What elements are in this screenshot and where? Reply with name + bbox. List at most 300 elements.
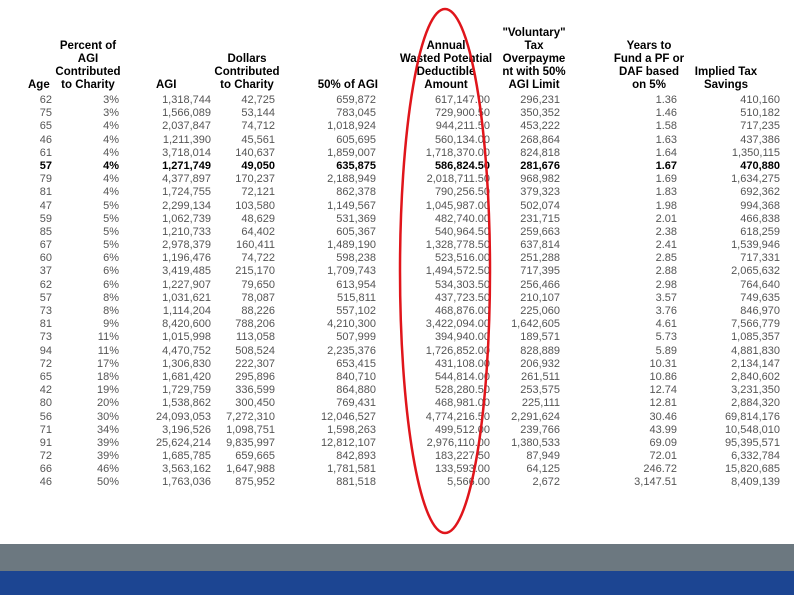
table-row — [0, 345, 794, 358]
table-row — [0, 318, 794, 331]
cell-years: 3,147.51 — [634, 476, 677, 489]
cell-voluntary-overpayment: 350,352 — [520, 107, 560, 120]
cell-annual-amount: 468,981.00 — [434, 397, 490, 410]
cell-years: 1.69 — [655, 173, 677, 186]
cell-agi: 24,093,053 — [155, 410, 211, 423]
table-body — [0, 94, 794, 490]
table-row — [0, 384, 794, 397]
footer-band-blue — [0, 571, 794, 595]
cell-voluntary-overpayment: 717,395 — [520, 265, 560, 278]
header-line: Fund a PF or — [613, 53, 685, 65]
cell-voluntary-overpayment: 231,715 — [520, 212, 560, 225]
cell-age: 61 — [39, 146, 52, 159]
header-line: AGI — [77, 53, 99, 65]
cell-fifty-percent: 507,999 — [336, 331, 376, 344]
cell-dollars: 48,629 — [241, 212, 275, 225]
cell-implied-savings: 1,085,357 — [731, 331, 780, 344]
cell-dollars: 875,952 — [235, 476, 275, 489]
cell-implied-savings: 410,160 — [740, 94, 780, 106]
cell-years: 10.86 — [649, 370, 677, 383]
cell-percent: 11% — [97, 344, 119, 357]
header-annual — [396, 18, 496, 92]
cell-dollars: 72,121 — [241, 186, 275, 199]
cell-percent: 11% — [97, 331, 119, 344]
cell-implied-savings: 846,970 — [740, 305, 780, 317]
cell-voluntary-overpayment: 2,672 — [532, 476, 560, 489]
header-percent — [48, 18, 128, 92]
cell-dollars: 215,170 — [235, 265, 275, 278]
cell-implied-savings: 8,409,139 — [731, 476, 780, 489]
table-row — [0, 292, 794, 305]
cell-implied-savings: 1,634,275 — [731, 173, 780, 186]
table-row — [0, 94, 794, 107]
cell-agi: 1,062,739 — [162, 212, 211, 225]
header-line: Implied Tax — [694, 66, 758, 78]
cell-implied-savings: 2,065,632 — [731, 265, 780, 278]
header-dollars — [204, 18, 290, 92]
cell-fifty-percent: 12,812,107 — [320, 436, 376, 449]
header-line: Wasted Potential — [399, 53, 493, 65]
cell-percent: 5% — [103, 239, 119, 252]
cell-years: 69.09 — [649, 436, 677, 449]
cell-age: 67 — [39, 239, 52, 252]
cell-age: 79 — [39, 173, 52, 186]
cell-agi: 3,718,014 — [162, 146, 211, 159]
header-line: Tax — [524, 40, 544, 52]
header-line: nt with 50% — [502, 66, 566, 78]
cell-percent: 39% — [96, 436, 119, 449]
header-line: Percent of — [59, 40, 117, 52]
table-row — [0, 200, 794, 213]
cell-age: 47 — [39, 199, 52, 212]
cell-percent: 5% — [103, 225, 119, 238]
cell-annual-amount: 133,593.00 — [434, 463, 490, 476]
cell-implied-savings: 510,182 — [740, 107, 780, 120]
cell-annual-amount: 944,211.50 — [435, 120, 490, 133]
cell-annual-amount: 3,422,094.00 — [425, 318, 490, 331]
cell-annual-amount: 4,774,216.50 — [425, 410, 490, 423]
cell-voluntary-overpayment: 206,932 — [520, 357, 560, 370]
cell-dollars: 1,647,988 — [226, 463, 275, 476]
cell-years: 3.57 — [655, 291, 677, 304]
cell-voluntary-overpayment: 239,766 — [520, 423, 560, 436]
cell-implied-savings: 437,386 — [740, 133, 780, 146]
cell-agi: 4,470,752 — [162, 344, 211, 357]
cell-fifty-percent: 613,954 — [336, 278, 376, 291]
cell-agi: 1,211,390 — [162, 133, 211, 146]
table-row — [0, 147, 794, 160]
cell-agi: 1,318,744 — [162, 94, 211, 106]
cell-implied-savings: 2,134,147 — [731, 357, 780, 370]
cell-fifty-percent: 4,210,300 — [327, 318, 376, 331]
cell-percent: 50% — [96, 476, 119, 489]
cell-annual-amount: 1,328,778.50 — [425, 239, 490, 252]
cell-percent: 17% — [96, 357, 119, 370]
header-line: Contributed — [55, 66, 121, 78]
cell-years: 1.63 — [655, 133, 677, 146]
cell-implied-savings: 3,231,350 — [731, 384, 780, 397]
cell-dollars: 659,665 — [235, 450, 275, 463]
cell-voluntary-overpayment: 253,575 — [520, 384, 560, 397]
header-line: Deductible — [416, 66, 476, 78]
table-row — [0, 476, 794, 489]
cell-percent: 8% — [103, 291, 119, 304]
cell-years: 1.46 — [655, 107, 677, 120]
cell-dollars: 113,058 — [236, 331, 275, 344]
header-line: Overpayme — [502, 53, 566, 65]
cell-age: 42 — [39, 384, 52, 397]
cell-dollars: 103,580 — [235, 199, 275, 212]
cell-annual-amount: 540,964.50 — [434, 225, 490, 238]
cell-years: 30.46 — [649, 410, 677, 423]
cell-voluntary-overpayment: 824,818 — [520, 146, 560, 159]
table-row — [0, 424, 794, 437]
cell-dollars: 222,307 — [235, 357, 275, 370]
cell-fifty-percent: 1,781,581 — [327, 463, 376, 476]
cell-dollars: 170,237 — [235, 173, 275, 186]
header-implied — [684, 18, 768, 92]
cell-fifty-percent: 659,872 — [336, 94, 376, 106]
cell-fifty-percent: 605,367 — [336, 225, 376, 238]
cell-agi: 1,566,089 — [162, 107, 211, 120]
cell-age: 62 — [39, 94, 52, 106]
cell-annual-amount: 617,147.00 — [434, 94, 490, 106]
cell-annual-amount: 1,726,852.00 — [425, 344, 490, 357]
cell-agi: 1,685,785 — [162, 450, 211, 463]
cell-voluntary-overpayment: 502,074 — [520, 199, 560, 212]
cell-implied-savings: 764,640 — [740, 278, 780, 291]
cell-annual-amount: 183,227.50 — [434, 450, 490, 463]
cell-percent: 4% — [103, 159, 119, 172]
cell-fifty-percent: 598,238 — [336, 252, 376, 265]
header-line: "Voluntary" — [502, 27, 566, 39]
cell-percent: 19% — [96, 384, 119, 397]
cell-fifty-percent: 12,046,527 — [320, 410, 376, 423]
cell-age: 85 — [39, 225, 52, 238]
cell-implied-savings: 4,881,830 — [731, 344, 780, 357]
cell-age: 80 — [39, 397, 52, 410]
cell-years: 1.58 — [655, 120, 677, 133]
cell-age: 56 — [39, 410, 52, 423]
cell-voluntary-overpayment: 1,380,533 — [511, 436, 560, 449]
cell-fifty-percent: 862,378 — [336, 186, 376, 199]
table-row — [0, 134, 794, 147]
cell-agi: 1,681,420 — [162, 370, 211, 383]
cell-voluntary-overpayment: 251,288 — [520, 252, 560, 265]
cell-voluntary-overpayment: 637,814 — [520, 239, 560, 252]
cell-dollars: 74,722 — [241, 252, 275, 265]
cell-dollars: 64,402 — [241, 225, 275, 238]
cell-agi: 3,563,162 — [162, 463, 211, 476]
cell-voluntary-overpayment: 225,060 — [520, 305, 560, 317]
table-row — [0, 226, 794, 239]
cell-fifty-percent: 2,188,949 — [327, 173, 376, 186]
cell-percent: 3% — [103, 107, 119, 120]
cell-voluntary-overpayment: 828,889 — [520, 344, 560, 357]
cell-agi: 1,306,830 — [162, 357, 211, 370]
cell-implied-savings: 15,820,685 — [724, 463, 780, 476]
header-line: Savings — [703, 79, 749, 91]
cell-annual-amount: 560,134.00 — [434, 133, 490, 146]
cell-age: 91 — [39, 436, 52, 449]
cell-agi: 25,624,214 — [155, 436, 211, 449]
cell-years: 72.01 — [649, 450, 677, 463]
cell-dollars: 53,144 — [241, 107, 275, 120]
cell-years: 2.38 — [655, 225, 677, 238]
cell-dollars: 7,272,310 — [226, 410, 275, 423]
cell-percent: 4% — [103, 173, 119, 186]
cell-age: 72 — [39, 357, 52, 370]
cell-voluntary-overpayment: 225,111 — [521, 397, 560, 410]
cell-years: 10.31 — [649, 357, 677, 370]
cell-percent: 8% — [103, 305, 119, 317]
cell-agi: 4,377,897 — [162, 173, 211, 186]
table-row — [0, 397, 794, 410]
cell-voluntary-overpayment: 281,676 — [520, 159, 560, 172]
cell-age: 94 — [39, 344, 52, 357]
cell-annual-amount: 5,566.00 — [447, 476, 490, 489]
cell-fifty-percent: 1,598,263 — [327, 423, 376, 436]
cell-agi: 1,271,749 — [162, 159, 211, 172]
cell-percent: 34% — [96, 423, 119, 436]
cell-voluntary-overpayment: 453,222 — [520, 120, 560, 133]
cell-dollars: 295,896 — [235, 370, 275, 383]
cell-agi: 1,031,621 — [162, 291, 211, 304]
cell-fifty-percent: 840,710 — [336, 370, 376, 383]
header-line: Age — [28, 79, 50, 91]
cell-age: 57 — [39, 159, 52, 172]
cell-implied-savings: 1,350,115 — [731, 146, 780, 159]
cell-percent: 4% — [103, 146, 119, 159]
cell-annual-amount: 2,976,110.00 — [426, 436, 490, 449]
cell-implied-savings: 7,566,779 — [731, 318, 780, 331]
cell-years: 2.41 — [655, 239, 677, 252]
cell-years: 1.64 — [655, 146, 677, 159]
cell-annual-amount: 499,512.00 — [434, 423, 490, 436]
cell-implied-savings: 6,332,784 — [731, 450, 780, 463]
cell-age: 46 — [39, 476, 52, 489]
cell-agi: 1,114,204 — [162, 305, 211, 317]
cell-annual-amount: 1,718,370.00 — [425, 146, 490, 159]
cell-fifty-percent: 1,149,567 — [327, 199, 376, 212]
cell-annual-amount: 482,740.00 — [434, 212, 490, 225]
table-row — [0, 450, 794, 463]
cell-age: 66 — [39, 463, 52, 476]
header-line: 50% of AGI — [317, 79, 378, 91]
cell-years: 12.74 — [649, 384, 677, 397]
cell-voluntary-overpayment: 379,323 — [520, 186, 560, 199]
cell-annual-amount: 2,018,711.50 — [426, 173, 490, 186]
cell-voluntary-overpayment: 259,663 — [520, 225, 560, 238]
cell-agi: 2,978,379 — [162, 239, 211, 252]
cell-annual-amount: 729,900.50 — [434, 107, 490, 120]
cell-percent: 9% — [103, 318, 119, 331]
table-row — [0, 265, 794, 278]
cell-implied-savings: 69,814,176 — [724, 410, 780, 423]
table-row — [0, 252, 794, 265]
cell-fifty-percent: 515,811 — [337, 291, 376, 304]
header-voluntary — [494, 18, 574, 92]
table-row — [0, 358, 794, 371]
cell-dollars: 74,712 — [241, 120, 275, 133]
cell-voluntary-overpayment: 268,864 — [520, 133, 560, 146]
cell-annual-amount: 1,494,572.50 — [425, 265, 490, 278]
cell-years: 1.36 — [655, 94, 677, 106]
cell-age: 65 — [39, 120, 52, 133]
cell-annual-amount: 1,045,987.00 — [425, 199, 490, 212]
table-row — [0, 371, 794, 384]
cell-annual-amount: 437,723.50 — [434, 291, 490, 304]
cell-age: 57 — [39, 291, 52, 304]
cell-fifty-percent: 531,369 — [336, 212, 376, 225]
table-row — [0, 305, 794, 318]
cell-implied-savings: 749,635 — [740, 291, 780, 304]
cell-percent: 4% — [103, 133, 119, 146]
cell-age: 37 — [39, 265, 52, 278]
cell-fifty-percent: 653,415 — [336, 357, 376, 370]
cell-dollars: 79,650 — [241, 278, 275, 291]
footer-band-grey — [0, 544, 794, 571]
cell-percent: 20% — [96, 397, 119, 410]
cell-implied-savings: 994,368 — [740, 199, 780, 212]
header-line: AGI — [156, 79, 177, 91]
cell-dollars: 49,050 — [241, 159, 275, 172]
table-row — [0, 437, 794, 450]
cell-percent: 6% — [103, 265, 119, 278]
cell-dollars: 9,835,997 — [226, 436, 275, 449]
cell-dollars: 336,599 — [235, 384, 275, 397]
cell-agi: 1,015,998 — [162, 331, 211, 344]
cell-percent: 5% — [103, 212, 119, 225]
cell-voluntary-overpayment: 296,231 — [520, 94, 560, 106]
cell-years: 1.98 — [655, 199, 677, 212]
header-line: to Charity — [220, 79, 274, 91]
cell-voluntary-overpayment: 2,291,624 — [511, 410, 560, 423]
cell-fifty-percent: 881,518 — [336, 476, 376, 489]
cell-age: 81 — [39, 318, 52, 331]
cell-fifty-percent: 557,102 — [336, 305, 376, 317]
cell-age: 73 — [39, 331, 52, 344]
cell-agi: 1,196,476 — [162, 252, 211, 265]
cell-dollars: 140,637 — [235, 146, 275, 159]
cell-age: 73 — [39, 305, 52, 317]
cell-annual-amount: 431,108.00 — [434, 357, 490, 370]
cell-agi: 1,210,733 — [162, 225, 211, 238]
table-row — [0, 173, 794, 186]
cell-dollars: 300,450 — [235, 397, 275, 410]
cell-dollars: 1,098,751 — [226, 423, 275, 436]
cell-implied-savings: 618,259 — [740, 225, 780, 238]
cell-percent: 30% — [96, 410, 119, 423]
cell-voluntary-overpayment: 64,125 — [526, 463, 560, 476]
table-row — [0, 120, 794, 133]
cell-agi: 8,420,600 — [162, 318, 211, 331]
cell-years: 2.01 — [655, 212, 677, 225]
cell-percent: 4% — [103, 186, 119, 199]
cell-implied-savings: 692,362 — [740, 186, 780, 199]
header-fifty — [300, 18, 378, 92]
cell-implied-savings: 2,884,320 — [731, 397, 780, 410]
cell-fifty-percent: 635,875 — [336, 159, 376, 172]
table-row — [0, 463, 794, 476]
cell-percent: 6% — [103, 252, 119, 265]
cell-years: 4.61 — [655, 318, 677, 331]
cell-percent: 39% — [96, 450, 119, 463]
cell-implied-savings: 2,840,602 — [731, 370, 780, 383]
cell-age: 46 — [39, 133, 52, 146]
cell-annual-amount: 523,516.00 — [434, 252, 490, 265]
table-row — [0, 160, 794, 173]
cell-age: 72 — [39, 450, 52, 463]
cell-years: 3.76 — [655, 305, 677, 317]
cell-fifty-percent: 1,489,190 — [327, 239, 376, 252]
table-row — [0, 331, 794, 344]
cell-annual-amount: 394,940.00 — [434, 331, 490, 344]
cell-annual-amount: 528,280.50 — [434, 384, 490, 397]
cell-age: 62 — [39, 278, 52, 291]
cell-age: 59 — [39, 212, 52, 225]
cell-fifty-percent: 769,431 — [336, 397, 376, 410]
cell-agi: 3,419,485 — [162, 265, 211, 278]
cell-implied-savings: 466,838 — [740, 212, 780, 225]
cell-years: 12.81 — [649, 397, 677, 410]
cell-years: 1.67 — [655, 159, 677, 172]
cell-percent: 4% — [103, 120, 119, 133]
cell-fifty-percent: 1,709,743 — [327, 265, 376, 278]
cell-agi: 1,538,862 — [162, 397, 211, 410]
header-line: on 5% — [632, 79, 666, 91]
header-agi — [156, 18, 196, 92]
cell-voluntary-overpayment: 87,949 — [526, 450, 560, 463]
header-line: Amount — [424, 79, 468, 91]
table-row — [0, 213, 794, 226]
table-row — [0, 107, 794, 120]
header-line: to Charity — [61, 79, 115, 91]
cell-age: 75 — [39, 107, 52, 120]
table-row — [0, 279, 794, 292]
table-row — [0, 239, 794, 252]
cell-years: 1.83 — [655, 186, 677, 199]
cell-dollars: 78,087 — [241, 291, 275, 304]
cell-percent: 18% — [96, 370, 119, 383]
cell-years: 2.88 — [655, 265, 677, 278]
cell-voluntary-overpayment: 210,107 — [520, 291, 560, 304]
cell-years: 246.72 — [643, 463, 677, 476]
cell-years: 2.98 — [655, 278, 677, 291]
cell-agi: 1,729,759 — [162, 384, 211, 397]
cell-dollars: 88,226 — [241, 305, 275, 317]
cell-years: 5.73 — [655, 331, 677, 344]
cell-annual-amount: 534,303.50 — [434, 278, 490, 291]
cell-implied-savings: 10,548,010 — [724, 423, 780, 436]
cell-years: 5.89 — [655, 344, 677, 357]
cell-percent: 46% — [96, 463, 119, 476]
table-row — [0, 411, 794, 424]
cell-fifty-percent: 842,893 — [336, 450, 376, 463]
cell-years: 43.99 — [649, 423, 677, 436]
cell-age: 81 — [39, 186, 52, 199]
cell-voluntary-overpayment: 189,571 — [520, 331, 560, 344]
cell-age: 71 — [39, 423, 52, 436]
cell-agi: 2,037,847 — [162, 120, 211, 133]
cell-voluntary-overpayment: 1,642,605 — [511, 318, 560, 331]
cell-agi: 1,724,755 — [162, 186, 211, 199]
cell-agi: 3,196,526 — [162, 423, 211, 436]
cell-dollars: 42,725 — [241, 94, 275, 106]
cell-fifty-percent: 783,045 — [336, 107, 376, 120]
cell-age: 60 — [39, 252, 52, 265]
cell-years: 2.85 — [655, 252, 677, 265]
